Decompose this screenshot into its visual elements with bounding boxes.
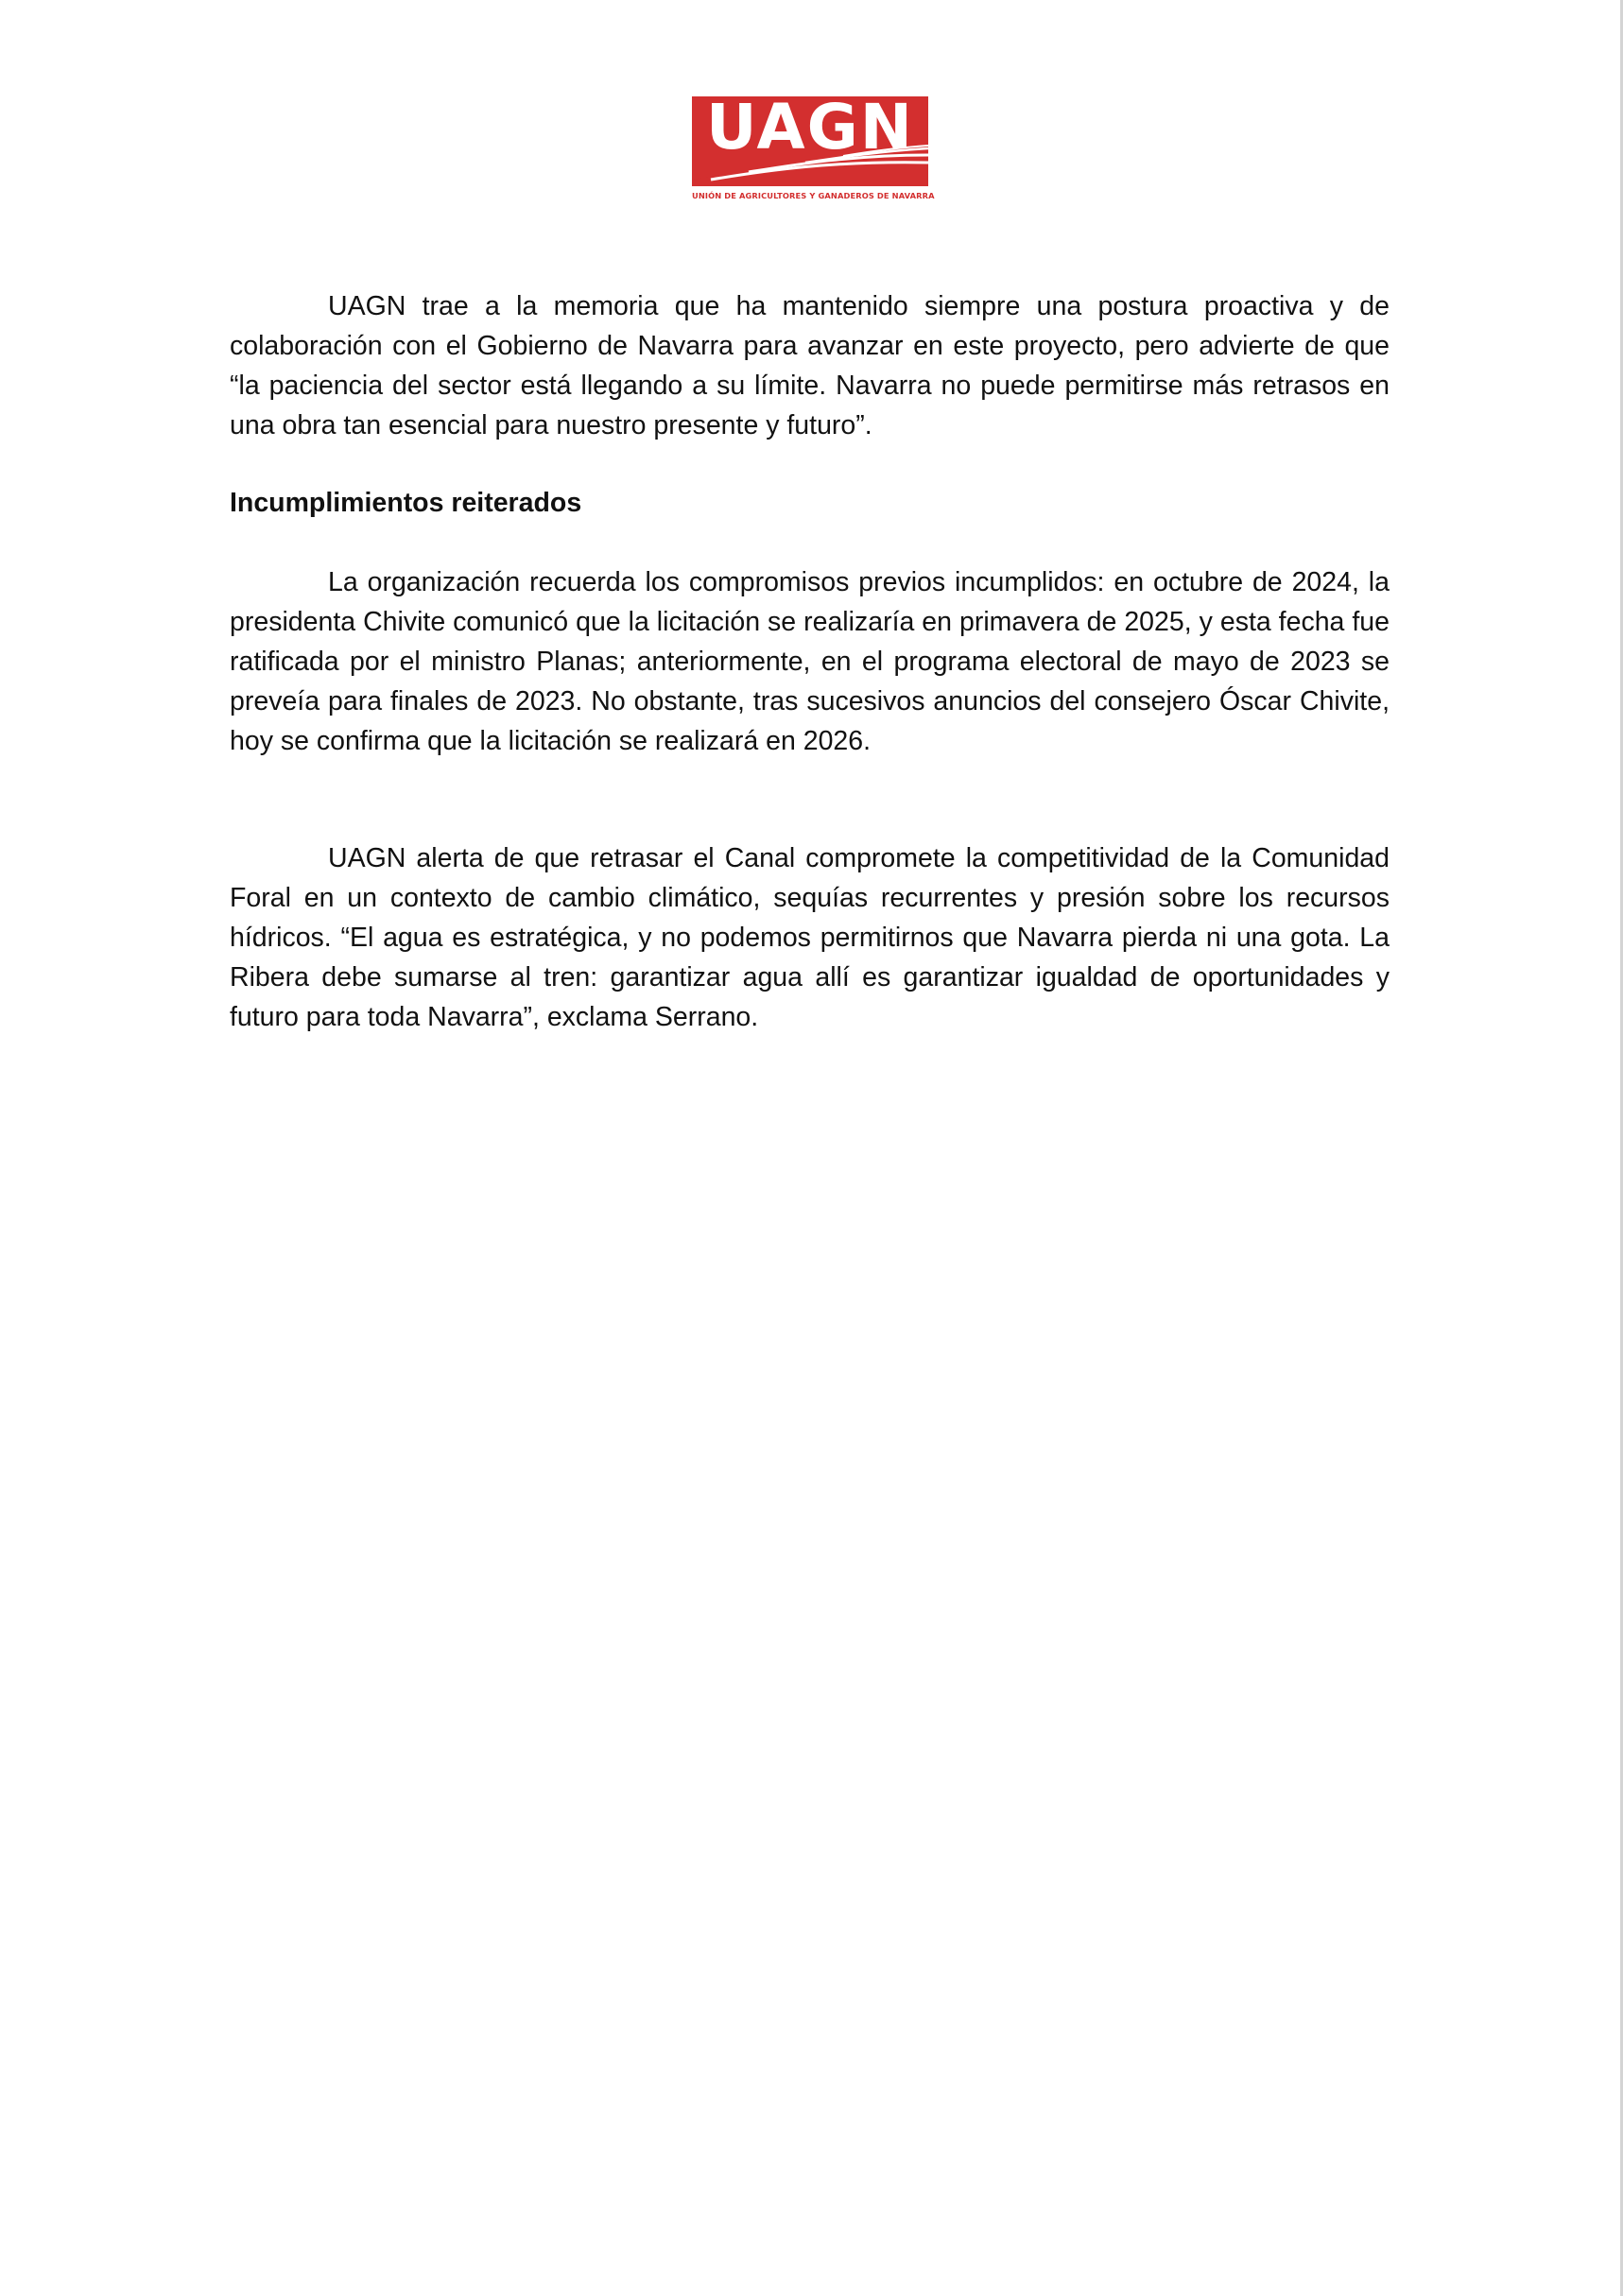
logo-wordmark: UAGN (705, 96, 915, 164)
paragraph-1: UAGN trae a la memoria que ha mantenido siempre una postura proactiva y de colaboración con el Gobierno de Navarra para avanzar en este proyecto, pero advierte de que “la paciencia del sector está llegando a su límite. Navarra no puede permitirse más retrasos en una obra tan esencial para nuestro presente y futuro”. (230, 291, 1390, 440)
uagn-logo (692, 96, 935, 205)
logo-red-box (692, 96, 928, 186)
paragraph-2: La organización recuerda los compromisos previos incumplidos: en octubre de 2024, la presidenta Chivite comunicó que la licitación se realizaría en primavera de 2025, y esta fecha fue ratificada por el ministro Planas; anteriormente, en el programa electoral de mayo de 2023 se preveía para finales de 2023. No obstante, tras sucesivos anuncios del consejero Óscar Chivite, hoy se confirma que la licitación se realizará en 2026. (230, 567, 1390, 756)
section-heading: Incumplimientos reiterados (230, 488, 582, 518)
logo-waves-icon (692, 96, 928, 186)
logo-subtitle: UNIÓN DE AGRICULTORES Y GANADEROS DE NAVARRA (692, 191, 935, 200)
paragraph-3: UAGN alerta de que retrasar el Canal compromete la competitividad de la Comunidad Foral en un contexto de cambio climático, sequías recurrentes y presión sobre los recursos hídricos. “El agua es estratégica, y no podemos permitirnos que Navarra pierda ni una gota. La Ribera debe sumarse al tren: garantizar agua allí es garantizar igualdad de oportunidades y futuro para toda Navarra”, exclama Serrano. (230, 843, 1390, 1032)
